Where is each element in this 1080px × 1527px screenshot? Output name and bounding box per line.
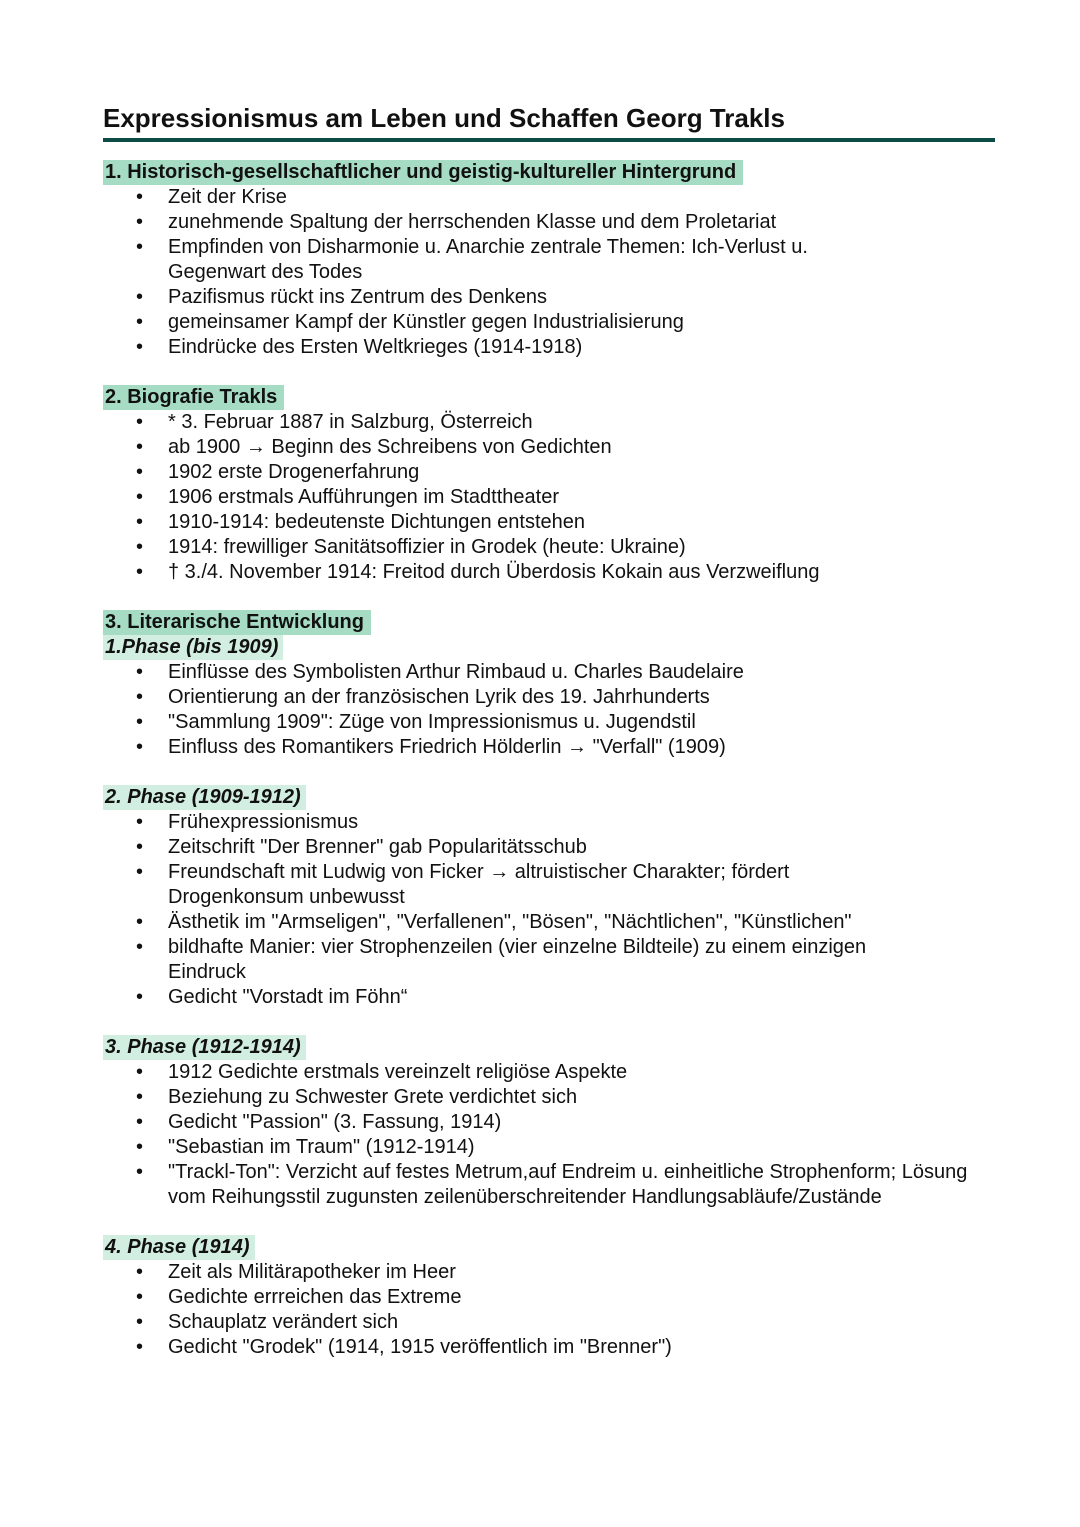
bullet-list	[103, 185, 995, 360]
list-item: • Orientierung an der französischen Lyrik des 19. Jahrhunderts	[103, 685, 995, 710]
phase-4	[103, 1235, 995, 1360]
list-item: • 1906 erstmals Aufführungen im Stadttheater	[103, 485, 995, 510]
list-item: • Schauplatz verändert sich	[103, 1310, 995, 1335]
page-title: Expressionismus am Leben und Schaffen Georg Trakls	[103, 103, 785, 133]
section-biography	[103, 385, 995, 585]
phase-2	[103, 785, 995, 1010]
title-underline	[103, 138, 995, 142]
list-item: • Pazifismus rückt ins Zentrum des Denkens	[103, 285, 995, 310]
bullet-list	[103, 410, 995, 585]
phase-heading: 2. Phase (1909-1912)	[103, 785, 306, 810]
section-heading: 3. Literarische Entwicklung	[103, 610, 371, 635]
list-item: • "Sebastian im Traum" (1912-1914)	[103, 1135, 995, 1160]
list-item: • gemeinsamer Kampf der Künstler gegen Industrialisierung	[103, 310, 995, 335]
list-item: • "Trackl-Ton": Verzicht auf festes Metrum,auf Endreim u. einheitliche Strophenform; Lösung vom Reihungsstil zugunsten zeilenüberschreitender Handlungsabläufe/Zustände	[103, 1160, 995, 1210]
list-item: • Frühexpressionismus	[103, 810, 995, 835]
list-item: • "Sammlung 1909": Züge von Impressionismus u. Jugendstil	[103, 710, 995, 735]
list-item: • 1902 erste Drogenerfahrung	[103, 460, 995, 485]
list-item: • 1912 Gedichte erstmals vereinzelt religiöse Aspekte	[103, 1060, 995, 1085]
bullet-list	[103, 660, 995, 760]
section-heading: 2. Biografie Trakls	[103, 385, 284, 410]
list-item: • Empfinden von Disharmonie u. Anarchie zentrale Themen: Ich-Verlust u. Gegenwart des Todes	[103, 235, 995, 285]
list-item: • Gedicht "Vorstadt im Föhn“	[103, 985, 995, 1010]
section-heading: 1. Historisch-gesellschaftlicher und geistig-kultureller Hintergrund	[103, 160, 743, 185]
list-item: • Eindrücke des Ersten Weltkrieges (1914-1918)	[103, 335, 995, 360]
list-item: • 1910-1914: bedeutenste Dichtungen entstehen	[103, 510, 995, 535]
list-item: • Zeitschrift "Der Brenner" gab Popularitätsschub	[103, 835, 995, 860]
list-item: • † 3./4. November 1914: Freitod durch Überdosis Kokain aus Verzweiflung	[103, 560, 995, 585]
list-item: • Gedichte errreichen das Extreme	[103, 1285, 995, 1310]
phase-heading: 4. Phase (1914)	[103, 1235, 255, 1260]
phase-heading: 1.Phase (bis 1909)	[103, 635, 283, 660]
list-item: • bildhafte Manier: vier Strophenzeilen (vier einzelne Bildteile) zu einem einzigen Eindruck	[103, 935, 995, 985]
list-item: • Ästhetik im "Armseligen", "Verfallenen", "Bösen", "Nächtlichen", "Künstlichen"	[103, 910, 995, 935]
list-item: • Freundschaft mit Ludwig von Ficker → altruistischer Charakter; fördert Drogenkonsum unbewusst	[103, 860, 995, 910]
list-item: • Einfluss des Romantikers Friedrich Hölderlin → "Verfall" (1909)	[103, 735, 995, 760]
list-item: • Zeit der Krise	[103, 185, 995, 210]
phase-3	[103, 1035, 995, 1210]
section-historical-background	[103, 160, 995, 360]
list-item: • Gedicht "Passion" (3. Fassung, 1914)	[103, 1110, 995, 1135]
list-item: • 1914: frewilliger Sanitätsoffizier in Grodek (heute: Ukraine)	[103, 535, 995, 560]
document-page	[103, 100, 995, 1385]
phase-heading: 3. Phase (1912-1914)	[103, 1035, 306, 1060]
bullet-list	[103, 810, 995, 1010]
list-item: • * 3. Februar 1887 in Salzburg, Österreich	[103, 410, 995, 435]
list-item: • Einflüsse des Symbolisten Arthur Rimbaud u. Charles Baudelaire	[103, 660, 995, 685]
bullet-list	[103, 1060, 995, 1210]
section-literary-development	[103, 610, 995, 1360]
list-item: • Zeit als Militärapotheker im Heer	[103, 1260, 995, 1285]
bullet-list	[103, 1260, 995, 1360]
list-item: • Beziehung zu Schwester Grete verdichtet sich	[103, 1085, 995, 1110]
list-item: • ab 1900 → Beginn des Schreibens von Gedichten	[103, 435, 995, 460]
list-item: • Gedicht "Grodek" (1914, 1915 veröffentlich im "Brenner")	[103, 1335, 995, 1360]
phase-1	[103, 635, 995, 760]
list-item: • zunehmende Spaltung der herrschenden Klasse und dem Proletariat	[103, 210, 995, 235]
